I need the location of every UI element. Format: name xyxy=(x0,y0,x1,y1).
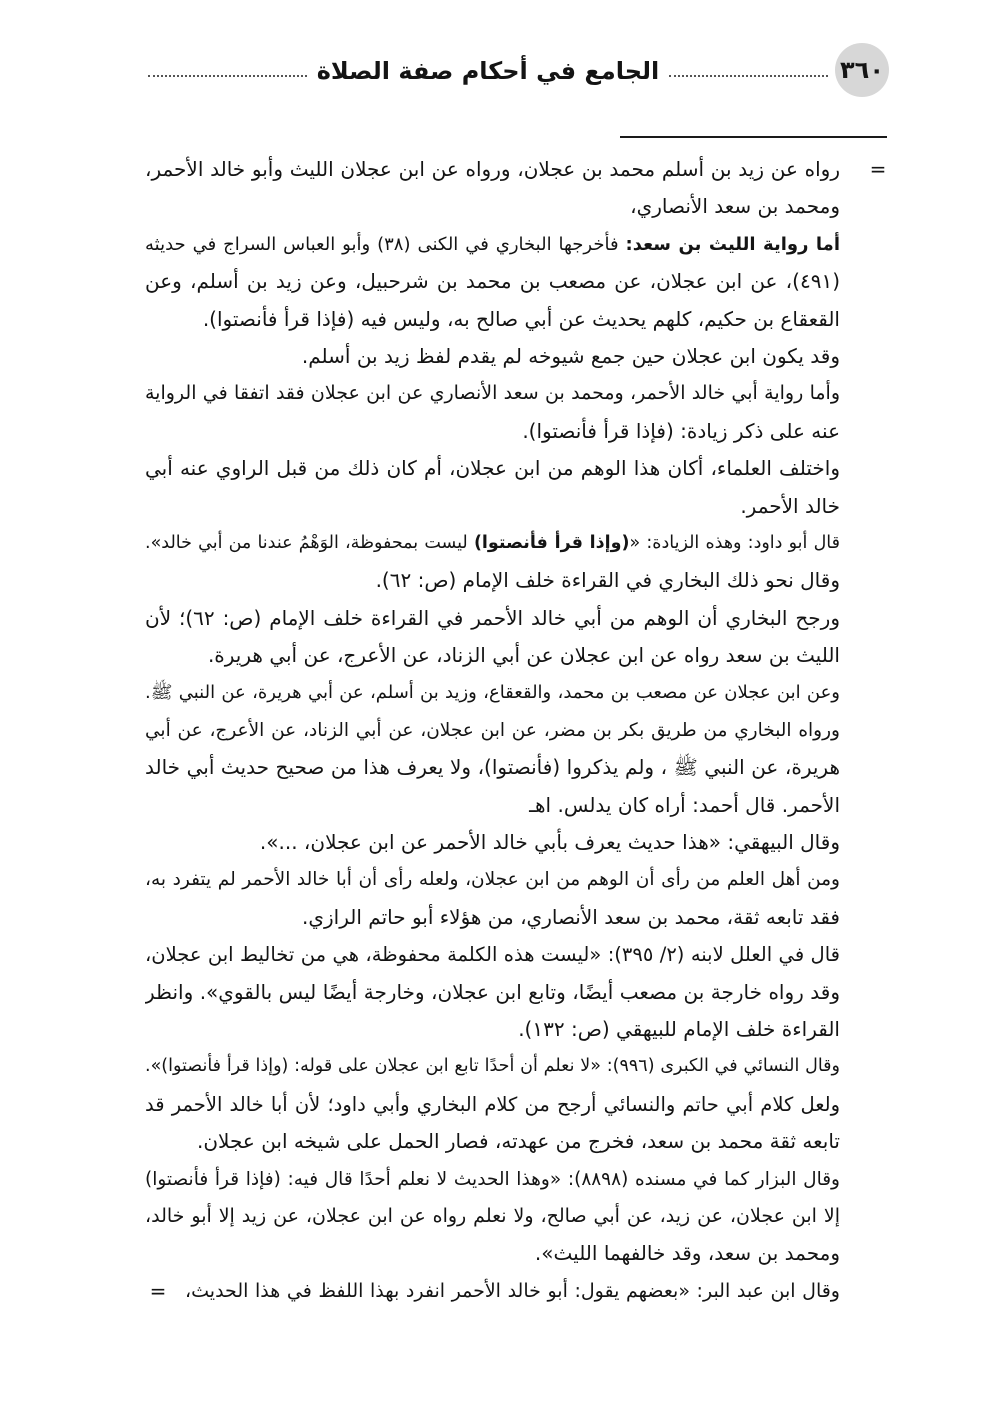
text-line xyxy=(145,226,840,263)
text-line: تابعه ثقة محمد بن سعد، فخرج من عهدته، فصار الحمل على شيخه ابن عجلان. xyxy=(197,1129,840,1154)
text-line: القراءة خلف الإمام للبيهقي (ص: ١٣٢). xyxy=(518,1016,840,1041)
text-line: ومحمد بن سعد، وقد خالفهما الليث». xyxy=(534,1241,840,1266)
running-header xyxy=(148,54,828,88)
footnote-body xyxy=(145,151,840,1310)
text-span: فأخرجها البخاري في الكنى (٣٨) وأبو العباس السراج في حديثه xyxy=(145,233,626,255)
text-line: فقد تابعه ثقة، محمد بن سعد الأنصاري، من هؤلاء أبو حاتم الرازي. xyxy=(301,904,840,929)
text-line: الأحمر. قال أحمد: أراه كان يدلس. اهـ xyxy=(529,792,840,817)
text-line: رواه عن زيد بن أسلم محمد بن عجلان، ورواه عن ابن عجلان الليث وأبو خالد الأحمر، xyxy=(145,157,840,181)
dotted-leader-right xyxy=(669,75,828,77)
text-line: وقال نحو ذلك البخاري في القراءة خلف الإمام (ص: ٦٢). xyxy=(375,568,840,593)
text-line: وقال النسائي في الكبرى (٩٩٦): «لا نعلم أن أحدًا تابع ابن عجلان على قوله: (وإذا قرأ فأنصتوا)». xyxy=(145,1056,840,1077)
footnote-separator xyxy=(620,136,887,138)
text-line: ومن أهل العلم من رأى أن الوهم من ابن عجلان، ولعله رأى أن أبا خالد الأحمر لم يتفرد به، xyxy=(145,869,840,891)
text-line: وعن ابن عجلان عن مصعب بن محمد، والقعقاع، وزيد بن أسلم، عن أبي هريرة، عن النبي ﷺ. xyxy=(145,682,840,704)
text-line: ورواه البخاري من طريق بكر بن مضر، عن ابن عجلان، عن أبي الزناد، عن الأعرج، عن أبي xyxy=(145,719,840,741)
bold-heading: أما رواية الليث بن سعد: xyxy=(625,233,840,255)
text-line: القعقاع بن حكيم، كلهم يحديث عن أبي صالح به، وليس فيه (فإذا قرأ فأنصتوا). xyxy=(202,306,840,331)
text-line: وقد رواه خارجة بن مصعب أيضًا، وتابع ابن عجلان، وخارجة أيضًا ليس بالقوي». وانظر xyxy=(145,979,840,1004)
text-line: وقال البزار كما في مسنده (٨٨٩٨): «وهذا الحديث لا نعلم أحدًا قال فيه: (فإذا قرأ فأنصتوا) xyxy=(145,1168,840,1190)
text-line: ومحمد بن سعد الأنصاري، xyxy=(630,194,840,219)
text-line: ولعل كلام أبي حاتم والنسائي أرجح من كلام البخاري وأبي داود؛ لأن أبا خالد الأحمر قد xyxy=(145,1092,840,1116)
text-line xyxy=(145,525,840,562)
text-line: واختلف العلماء، أكان هذا الوهم من ابن عجلان، أم كان ذلك من قبل الراوي عنه أبي xyxy=(145,456,840,481)
continuation-mark-end: = xyxy=(149,1279,167,1303)
text-line: قال في العلل لابنه (٢/ ٣٩٥): «ليست هذه الكلمة محفوظة، هي من تخاليط ابن عجلان، xyxy=(145,943,840,967)
text-line: وأما رواية أبي خالد الأحمر، ومحمد بن سعد الأنصاري عن ابن عجلان فقد اتفقا في الرواية xyxy=(145,382,840,405)
continuation-mark-start: = xyxy=(869,157,887,181)
text-line: إلا ابن عجلان، عن زيد، عن أبي صالح، ولا نعلم رواه عن ابن عجلان، عن زيد إلا أبو خالد، xyxy=(145,1204,840,1227)
text-line: (٤٩١)، عن ابن عجلان، عن مصعب بن محمد بن شرحبيل، وعن زيد بن أسلم، وعن xyxy=(145,269,840,294)
text-line: خالد الأحمر. xyxy=(740,493,840,518)
text-span: قال أبو داود: وهذه الزيادة: « xyxy=(629,532,840,553)
page-number: ٣٦٠ xyxy=(835,43,889,97)
text-line: عنه على ذكر زيادة: (فإذا قرأ فأنصتوا). xyxy=(522,418,840,443)
dotted-leader-left xyxy=(148,75,307,77)
text-line: هريرة، عن النبي ﷺ ، ولم يذكروا (فأنصتوا)، ولا يعرف هذا من صحيح حديث أبي خالد xyxy=(145,755,840,780)
text-line: وقال ابن عبد البر: «بعضهم يقول: أبو خالد الأحمر انفرد بهذا اللفظ في هذا الحديث، xyxy=(185,1279,840,1302)
bold-quote: (وإذا قرأ فأنصتوا) xyxy=(473,532,630,553)
text-line: وقال البيهقي: «هذا حديث يعرف بأبي خالد الأحمر عن ابن عجلان، ...». xyxy=(259,830,840,855)
text-line: وقد يكون ابن عجلان حين جمع شيوخه لم يقدم لفظ زيد بن أسلم. xyxy=(301,343,840,368)
text-span: ليست بمحفوظة، الوَهْمُ عندنا من أبي خالد». xyxy=(145,532,474,553)
running-title: الجامع في أحكام صفة الصلاة xyxy=(316,57,660,85)
text-line: ورجح البخاري أن الوهم من أبي خالد الأحمر في القراءة خلف الإمام (ص: ٦٢)؛ لأن xyxy=(145,605,840,630)
text-line: الليث بن سعد رواه عن ابن عجلان عن أبي الزناد، عن الأعرج، عن أبي هريرة. xyxy=(207,643,840,668)
